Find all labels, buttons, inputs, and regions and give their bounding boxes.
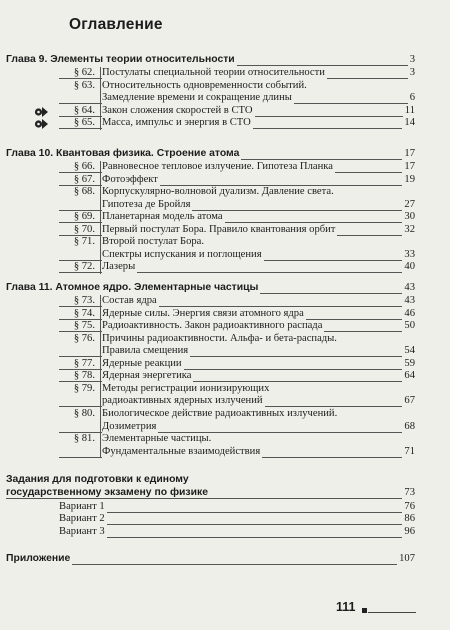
section-divider (100, 117, 101, 130)
section-divider (100, 358, 101, 371)
section-number: § 68. (73, 186, 95, 198)
chapter-heading[interactable]: Глава 10. Квантовая физика. Строение атома (6, 148, 240, 159)
section-divider (100, 224, 101, 237)
leader-line (6, 498, 415, 499)
exam-page: 73 (404, 487, 415, 498)
section-title[interactable]: Элементарные частицы. (102, 433, 212, 445)
leader-line (59, 512, 415, 513)
variant-item[interactable]: Вариант 3 (59, 525, 105, 537)
section-number: § 66. (73, 161, 95, 173)
section-title[interactable]: Масса, импульс и энергия в СТО (102, 117, 251, 129)
chapter-heading[interactable]: Глава 11. Атомное ядро. Элементарные частицы (6, 282, 259, 293)
section-page: 59 (404, 357, 415, 369)
section-divider (100, 186, 101, 211)
section-divider (100, 174, 101, 187)
section-number: § 75. (73, 320, 95, 332)
section-title[interactable]: Правила смещения (102, 345, 189, 357)
section-title[interactable]: Причины радиоактивности. Альфа- и бета-распады. (102, 332, 337, 344)
section-number: § 73. (73, 295, 95, 307)
page-number: 111 (336, 600, 356, 614)
section-title[interactable]: Ядерные реакции (102, 357, 182, 369)
section-number: § 71. (73, 236, 95, 248)
section-divider (100, 261, 101, 274)
section-page: 71 (404, 445, 415, 457)
section-title[interactable]: Спектры испускания и поглощения (102, 248, 262, 260)
section-divider (100, 370, 101, 383)
section-title[interactable]: Лазеры (102, 261, 136, 273)
chapter-page: 43 (404, 282, 415, 293)
section-title[interactable]: Постулаты специальной теории относительности (102, 67, 325, 79)
section-number: § 74. (73, 307, 95, 319)
section-title[interactable]: Относительность одновременности событий. (102, 79, 307, 91)
section-page: 14 (404, 117, 415, 129)
page-title: Оглавление (69, 16, 163, 33)
exam-heading[interactable]: государственному экзамену по физике (6, 487, 208, 498)
section-number: § 72. (73, 261, 95, 273)
section-divider (100, 408, 101, 433)
section-page: 50 (404, 320, 415, 332)
section-divider (100, 67, 101, 80)
section-page: 11 (404, 104, 415, 116)
footer-rule (368, 612, 416, 613)
section-divider (100, 161, 101, 174)
section-divider (100, 320, 101, 333)
section-title[interactable]: Закон сложения скоростей в СТО (102, 104, 253, 116)
section-number: § 70. (73, 223, 95, 235)
section-page: 67 (404, 395, 415, 407)
footer-square-icon (362, 608, 367, 613)
variant-item[interactable]: Вариант 2 (59, 513, 105, 525)
section-number: § 62. (73, 67, 95, 79)
medal-icon (34, 105, 50, 117)
exam-heading[interactable]: Задания для подготовки к единому (6, 474, 189, 485)
variant-item[interactable]: Вариант 1 (59, 500, 105, 512)
section-divider (100, 211, 101, 224)
section-page: 30 (404, 211, 415, 223)
section-page: 6 (409, 92, 415, 104)
section-page: 17 (404, 161, 415, 173)
section-title[interactable]: Ядерная энергетика (102, 370, 192, 382)
medal-icon (34, 117, 50, 129)
leader-line (59, 537, 415, 538)
variant-page: 96 (404, 525, 415, 537)
section-page: 3 (409, 67, 415, 79)
section-number: § 77. (73, 357, 95, 369)
section-title[interactable]: Замедление времени и сокращение длины (102, 92, 292, 104)
section-number: § 76. (73, 332, 95, 344)
section-title[interactable]: Радиоактивность. Закон радиоактивного распада (102, 320, 323, 332)
section-divider (100, 383, 101, 408)
section-title[interactable]: Ядерные силы. Энергия связи атомного ядра (102, 307, 304, 319)
section-page: 46 (404, 307, 415, 319)
section-title[interactable]: Дозиметрия (102, 420, 157, 432)
section-page: 68 (404, 420, 415, 432)
section-page: 32 (404, 223, 415, 235)
section-title[interactable]: Корпускулярно-волновой дуализм. Давление света. (102, 186, 334, 198)
variant-page: 76 (404, 500, 415, 512)
section-number: § 67. (73, 173, 95, 185)
section-number: § 78. (73, 370, 95, 382)
section-number: § 63. (73, 79, 95, 91)
section-number: § 79. (73, 382, 95, 394)
variant-page: 86 (404, 513, 415, 525)
chapter-heading[interactable]: Глава 9. Элементы теории относительности (6, 54, 235, 65)
section-page: 54 (404, 345, 415, 357)
section-page: 27 (404, 198, 415, 210)
section-title[interactable]: Планетарная модель атома (102, 211, 223, 223)
section-page: 43 (404, 295, 415, 307)
section-title[interactable]: Методы регистрации ионизирующих (102, 382, 270, 394)
appendix-heading[interactable]: Приложение (6, 553, 71, 564)
chapter-page: 17 (404, 148, 415, 159)
section-title[interactable]: радиоактивных ядерных излучений (102, 395, 263, 407)
section-page: 64 (404, 370, 415, 382)
section-divider (100, 80, 101, 105)
section-divider (100, 236, 101, 261)
section-title[interactable]: Биологическое действие радиоактивных излучений. (102, 408, 338, 419)
section-title[interactable]: Первый постулат Бора. Правило квантования орбит (102, 223, 336, 235)
section-title[interactable]: Равновесное тепловое излучение. Гипотеза Планка (102, 161, 333, 173)
section-page: 33 (404, 248, 415, 260)
section-number: § 81. (73, 433, 95, 445)
appendix-page: 107 (399, 553, 415, 564)
section-divider (100, 105, 101, 118)
section-number: § 80. (73, 408, 95, 419)
section-page: 19 (404, 173, 415, 185)
leader-line (59, 524, 415, 525)
section-title[interactable]: Гипотеза де Бройля (102, 198, 191, 210)
section-title[interactable]: Второй постулат Бора. (102, 236, 205, 248)
section-title[interactable]: Фотоэффект (102, 173, 158, 185)
section-page: 40 (404, 261, 415, 273)
section-divider (100, 333, 101, 358)
section-number: § 65. (73, 117, 95, 129)
section-number: § 69. (73, 211, 95, 223)
section-title[interactable]: Состав ядра (102, 295, 157, 307)
section-divider (100, 433, 101, 458)
section-number: § 64. (73, 104, 95, 116)
chapter-page: 3 (409, 54, 415, 65)
section-divider (100, 295, 101, 308)
section-divider (100, 308, 101, 321)
section-title[interactable]: Фундаментальные взаимодействия (102, 445, 261, 457)
